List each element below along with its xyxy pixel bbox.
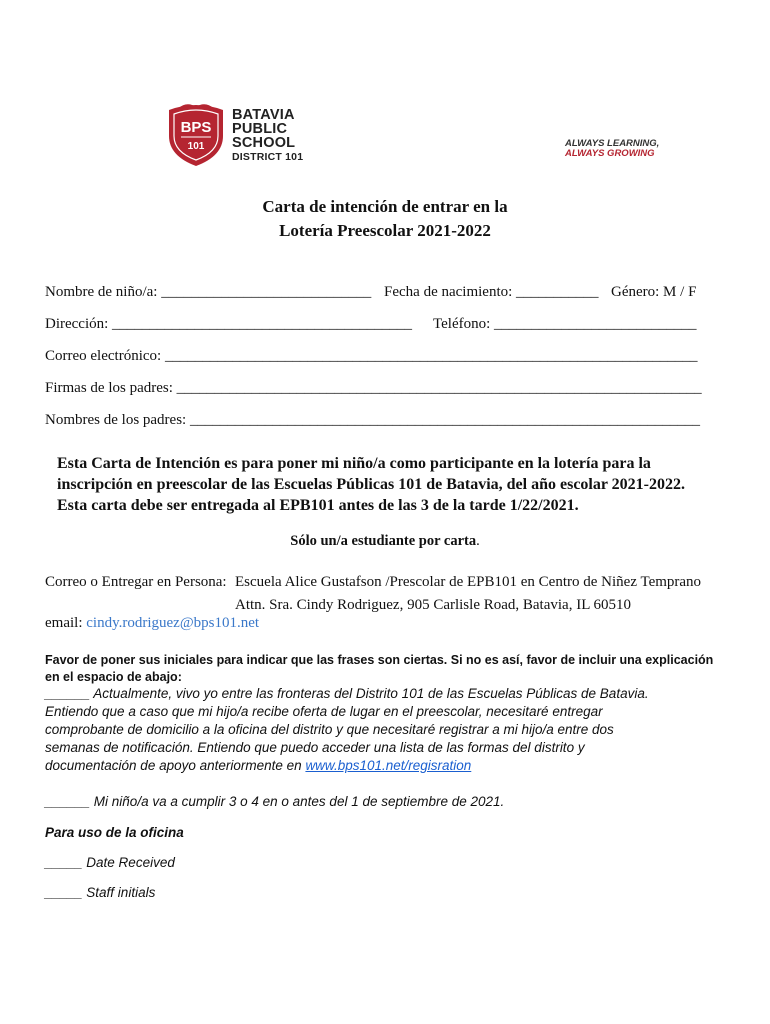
residency-line: ______ Actualmente, vivo yo entre las fronteras del Distrito 101 de las Escuelas Públicas de Batavia. — [45, 686, 649, 701]
one-per-letter-period: . — [476, 533, 480, 549]
email-field: Correo electrónico: _______________________________________________________________________ — [45, 348, 698, 364]
delivery-line1: Escuela Alice Gustafson /Prescolar de EPB101 en Centro de Niñez Temprano — [235, 574, 702, 590]
office-use-heading: Para uso de la oficina — [45, 825, 184, 840]
staff-initials-field: _____ Staff initials — [45, 885, 156, 900]
instructions-line: en el espacio de abajo: — [45, 670, 182, 684]
email-address[interactable]: cindy.rodriguez@bps101.net — [86, 615, 260, 631]
school-name-line: SCHOOL — [232, 135, 296, 151]
parent-signatures-field: Firmas de los padres: ______________________________________________________________________ — [45, 380, 702, 396]
residency-line: comprobante de domicilio a la oficina del distrito y que necesitaré registrar a mi hijo/a entre dos — [45, 722, 614, 737]
birth-date-field: Fecha de nacimiento: ___________ — [384, 284, 599, 300]
tagline — [565, 139, 659, 159]
school-name-line: PUBLIC — [232, 121, 288, 137]
delivery-label: Correo o Entregar en Persona: — [45, 574, 227, 590]
child-name-field: Nombre de niño/a: ____________________________ — [45, 284, 372, 300]
document-title-line2: Lotería Preescolar 2021-2022 — [279, 221, 491, 240]
residency-line: semanas de notificación. Entiendo que puedo acceder una lista de las formas del distrito y — [45, 740, 585, 755]
intent-statement — [57, 453, 747, 516]
school-name — [232, 108, 303, 164]
shield-number: 101 — [187, 141, 205, 152]
document-title-line1: Carta de intención de entrar en la — [262, 197, 508, 216]
residency-statement — [45, 685, 735, 775]
residency-line: documentación de apoyo anteriormente en — [45, 758, 306, 773]
school-name-line: BATAVIA — [232, 107, 295, 123]
intent-line: inscripción en preescolar de las Escuelas Públicas 101 de Batavia, del año escolar 2021-2022. — [57, 476, 685, 493]
shield-text: BPS — [180, 119, 212, 136]
instructions-line: Favor de poner sus iniciales para indicar que las frases son ciertas. Si no es así, favor de incluir una explicación — [45, 653, 714, 667]
intent-line: Esta carta debe ser entregada al EPB101 antes de las 3 de la tarde 1/22/2021. — [57, 497, 579, 514]
one-per-letter-text: Sólo un/a estudiante por carta — [290, 533, 477, 549]
instructions — [45, 652, 725, 686]
delivery-line2: Attn. Sra. Cindy Rodriguez, 905 Carlisle Road, Batavia, IL 60510 — [235, 597, 632, 613]
registration-link[interactable]: www.bps101.net/regisration — [305, 758, 472, 773]
email-label: email: — [45, 615, 83, 631]
tagline-line1: ALWAYS LEARNING, — [565, 138, 660, 149]
contact-email — [45, 615, 259, 632]
bps-shield-logo — [165, 100, 227, 166]
date-received-field: _____ Date Received — [45, 855, 175, 870]
address-field: Dirección: ________________________________________ — [45, 316, 413, 332]
district-label: DISTRICT 101 — [232, 151, 304, 163]
parent-names-field: Nombres de los padres: ____________________________________________________________________ — [45, 412, 700, 428]
gender-field: Género: M / F — [611, 284, 697, 300]
phone-field: Teléfono: ___________________________ — [433, 316, 697, 332]
age-statement: ______ Mi niño/a va a cumplir 3 o 4 en o antes del 1 de septiembre de 2021. — [45, 794, 505, 809]
intent-line: Esta Carta de Intención es para poner mi niño/a como participante en la lotería para la — [57, 455, 651, 472]
residency-line: Entiendo que a caso que mi hijo/a recibe oferta de lugar en el preescolar, necesitaré entregar — [45, 704, 603, 719]
tagline-line2: ALWAYS GROWING — [565, 148, 655, 159]
one-per-letter-note — [0, 533, 770, 550]
